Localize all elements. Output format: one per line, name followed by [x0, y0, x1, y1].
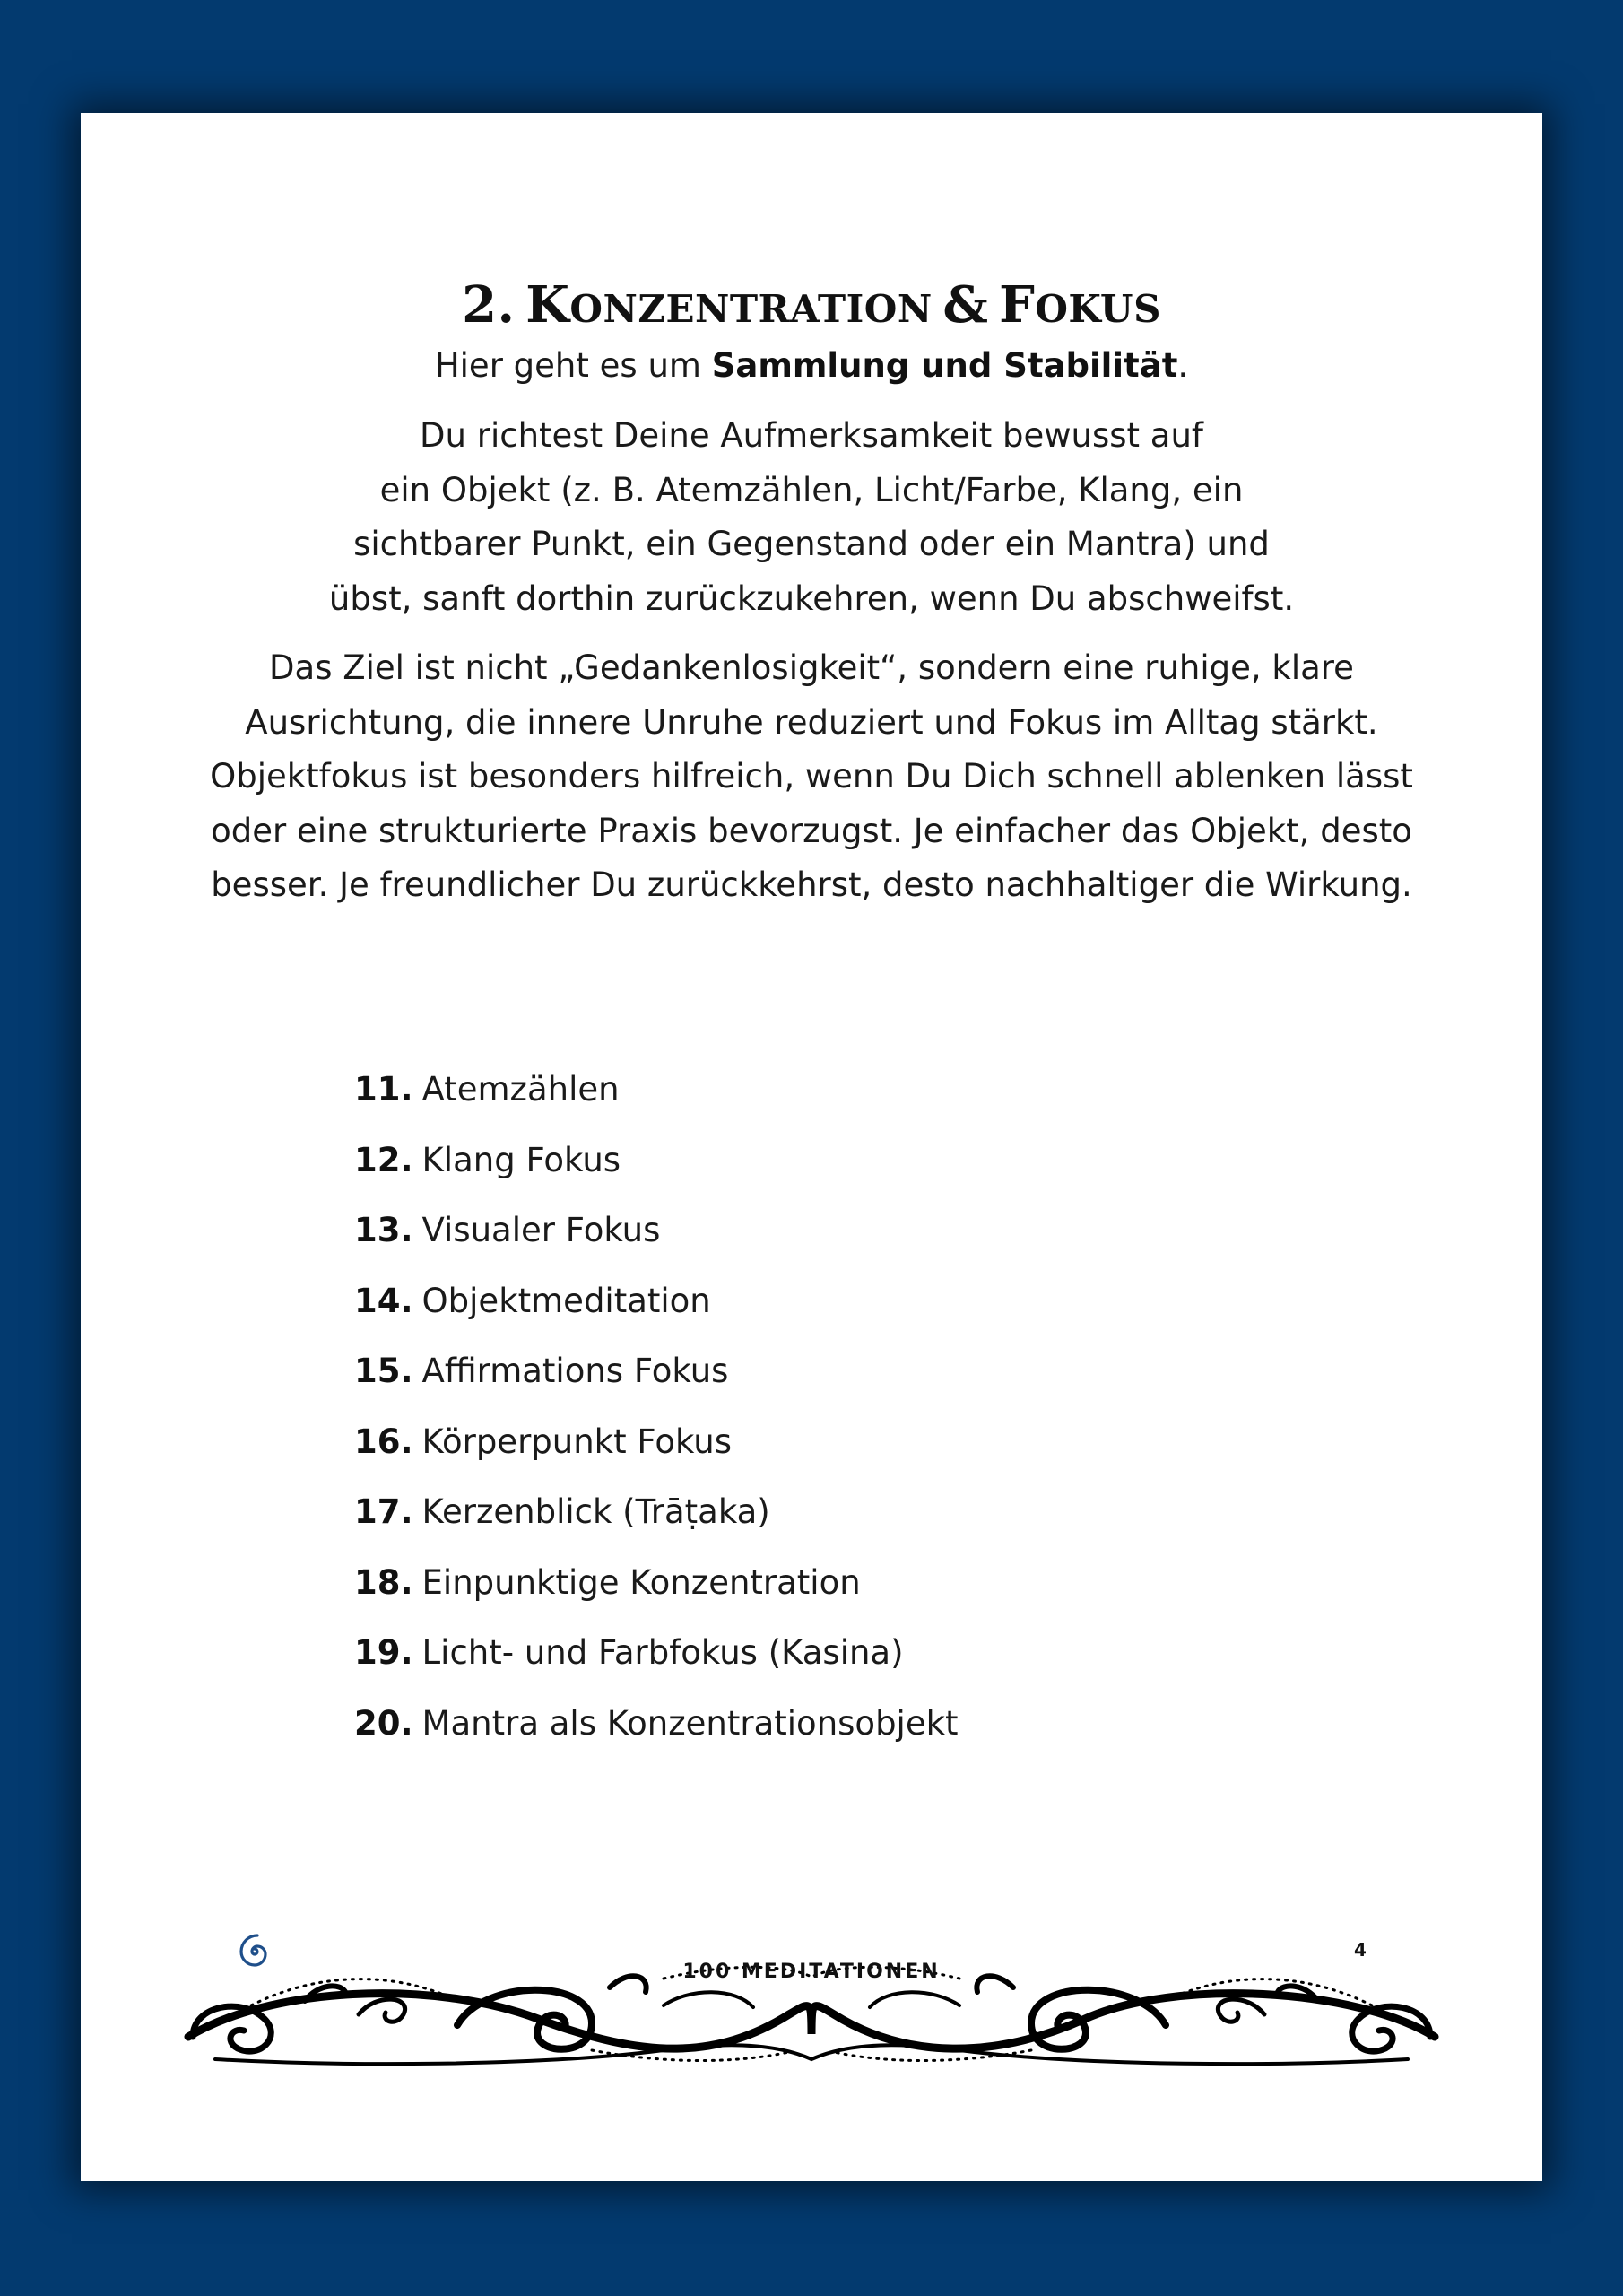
page-title — [81, 275, 1542, 335]
list-item — [354, 1689, 959, 1760]
list-item-number: 12. — [354, 1140, 413, 1179]
paragraph-2-line-2: Ausrichtung, die innere Unruhe reduziert und Fokus im Alltag stärkt. — [245, 702, 1378, 742]
list-item-label: Mantra als Konzentrationsobjekt — [421, 1703, 959, 1743]
list-item — [354, 1126, 959, 1196]
list-item — [354, 1266, 959, 1337]
list-item — [354, 1196, 959, 1266]
paragraph-1 — [206, 409, 1417, 626]
list-item-number: 20. — [354, 1703, 413, 1743]
list-item-number: 14. — [354, 1281, 413, 1320]
list-item — [354, 1548, 959, 1619]
footer-title: 100 MEDITATIONEN — [682, 1961, 941, 1983]
list-item-label: Einpunktige Konzentration — [421, 1562, 861, 1602]
list-item-number: 17. — [354, 1492, 413, 1531]
list-item-label: Atemzählen — [421, 1070, 620, 1109]
list-item-number: 15. — [354, 1352, 413, 1390]
list-item — [354, 1407, 959, 1478]
title-number: 2. — [462, 275, 516, 335]
list-item-label: Affirmations Fokus — [421, 1352, 729, 1390]
paragraph-2-line-1: Das Ziel ist nicht „Gedankenlosigkeit“, sondern eine ruhige, klare — [269, 648, 1354, 687]
page-number: 4 — [1354, 1939, 1367, 1961]
list-item-number: 11. — [354, 1070, 413, 1109]
paragraph-1-line-2: ein Objekt (z. B. Atemzählen, Licht/Farbe, Klang, ein — [379, 470, 1244, 509]
list-item-label: Visualer Fokus — [421, 1211, 661, 1249]
list-item-label: Kerzenblick (Trāṭaka) — [421, 1492, 770, 1531]
intro-suffix: . — [1177, 346, 1189, 385]
paragraph-2-line-5: besser. Je freundlicher Du zurückkehrst, desto nachhaltiger die Wirkung. — [211, 865, 1412, 904]
paragraph-2-line-4: oder eine strukturierte Praxis bevorzugst. Je einfacher das Objekt, desto — [211, 811, 1412, 850]
paragraph-2-line-3: Objektfokus ist besonders hilfreich, wenn Du Dich schnell ablenken lässt — [210, 757, 1413, 796]
title-word-1-rest: ONZENTRATION — [569, 287, 933, 332]
list-item — [354, 1336, 959, 1407]
list-item — [354, 1477, 959, 1548]
list-item — [354, 1055, 959, 1126]
list-item-number: 16. — [354, 1422, 413, 1461]
document-page — [81, 113, 1542, 2181]
list-item-label: Körperpunkt Fokus — [421, 1422, 732, 1461]
paragraph-1-line-4: übst, sanft dorthin zurückzukehren, wenn Du abschweifst. — [328, 578, 1295, 618]
meditation-list — [354, 1055, 959, 1759]
paragraph-1-line-3: sichtbarer Punkt, ein Gegenstand oder ein Mantra) und — [353, 525, 1270, 563]
list-item-number: 18. — [354, 1562, 413, 1602]
paragraph-1-line-1: Du richtest Deine Aufmerksamkeit bewusst auf — [420, 416, 1203, 455]
intro-line — [81, 339, 1542, 393]
title-word-2-first: & — [942, 275, 989, 335]
intro-bold: Sammlung und Stabilität — [711, 346, 1178, 385]
list-item-label: Licht- und Farbfokus (Kasina) — [421, 1633, 904, 1672]
title-word-1-first: K — [525, 275, 570, 335]
list-item-label: Klang Fokus — [421, 1140, 621, 1179]
title-word-3-rest: OKUS — [1035, 287, 1161, 332]
list-item — [354, 1618, 959, 1689]
title-word-3-first: F — [999, 275, 1036, 335]
list-item-number: 19. — [354, 1633, 413, 1672]
paragraph-2 — [206, 641, 1417, 913]
list-item-label: Objektmeditation — [421, 1281, 711, 1320]
intro-prefix: Hier geht es um — [434, 346, 712, 385]
list-item-number: 13. — [354, 1211, 413, 1249]
